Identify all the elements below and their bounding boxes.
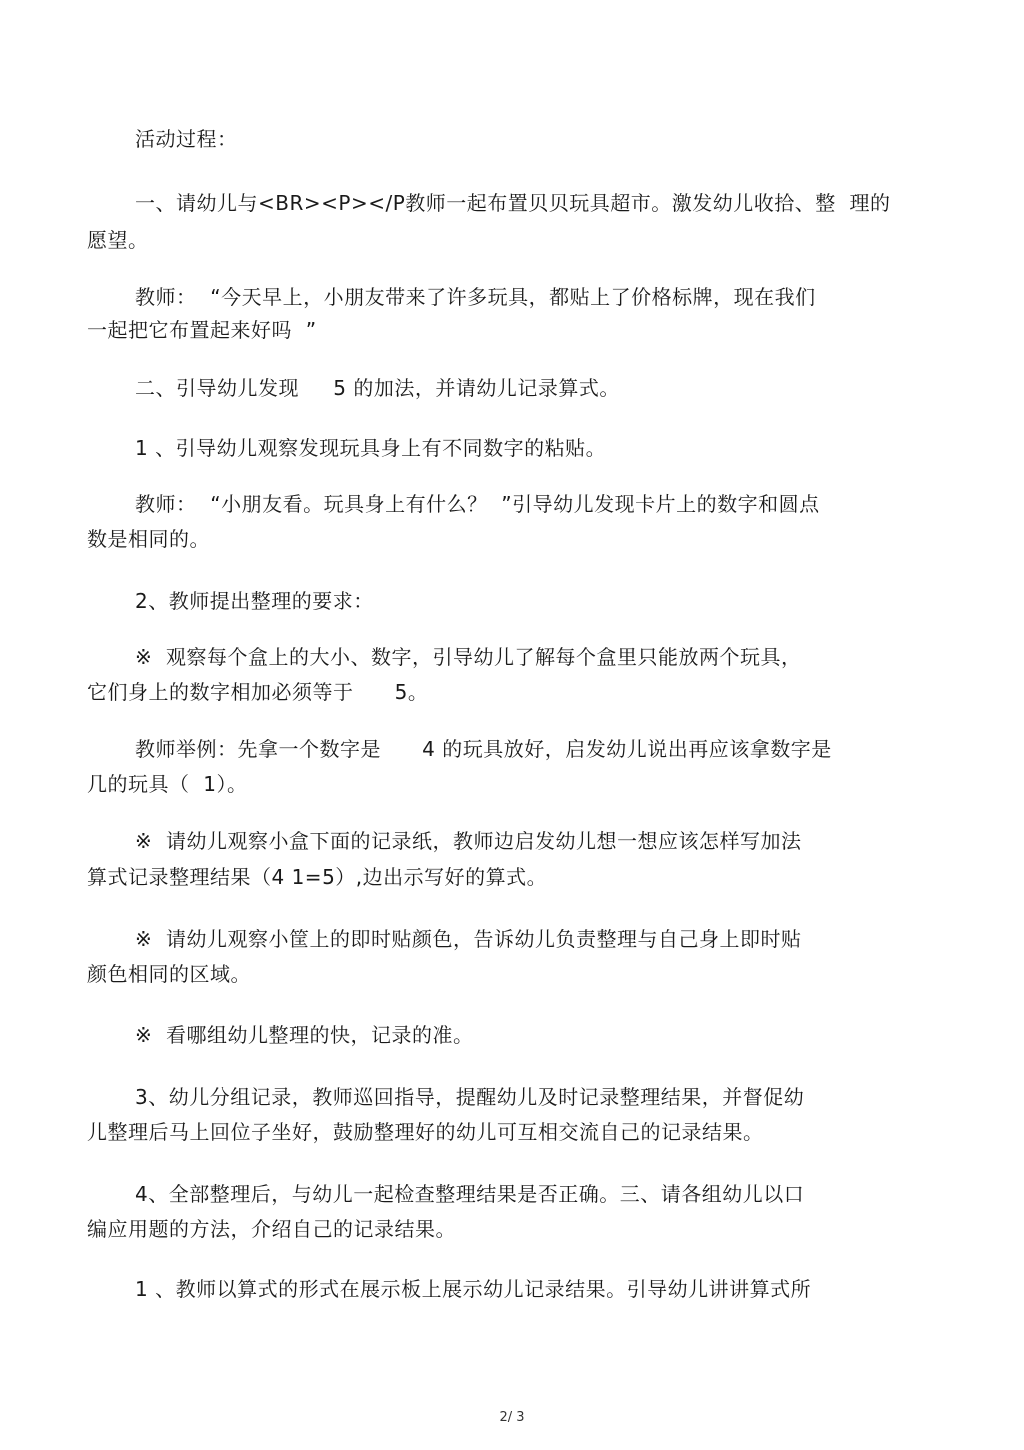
paragraph-line: ※ 请幼儿观察小筐上的即时贴颜色，告诉幼儿负责整理与自己身上即时贴	[135, 927, 802, 951]
paragraph-line: 4、全部整理后，与幼儿一起检查整理结果是否正确。三、请各组幼儿以口	[135, 1182, 805, 1206]
paragraph-line: 数是相同的。	[87, 527, 210, 551]
paragraph-line: 颜色相同的区域。	[87, 962, 251, 986]
section-heading: 活动过程：	[135, 127, 238, 151]
paragraph-line: 1 、教师以算式的形式在展示板上展示幼儿记录结果。引导幼儿讲讲算式所	[135, 1277, 812, 1301]
paragraph-line: 愿望。	[87, 228, 149, 252]
paragraph-line: 教师举例：先拿一个数字是 4 的玩具放好，启发幼儿说出再应该拿数字是	[135, 737, 832, 761]
paragraph-line: 教师： “今天早上，小朋友带来了许多玩具，都贴上了价格标牌，现在我们	[135, 285, 816, 309]
paragraph-line: 它们身上的数字相加必须等于 5。	[87, 680, 429, 704]
paragraph-line: 儿整理后马上回位子坐好，鼓励整理好的幼儿可互相交流自己的记录结果。	[87, 1120, 764, 1144]
paragraph-line: 2、教师提出整理的要求：	[135, 589, 374, 613]
paragraph-line: 算式记录整理结果（4 1=5）,边出示写好的算式。	[87, 865, 548, 889]
paragraph-line: ※ 请幼儿观察小盒下面的记录纸，教师边启发幼儿想一想应该怎样写加法	[135, 829, 802, 853]
paragraph-line: 几的玩具（ 1）。	[87, 772, 248, 796]
paragraph-line: 教师： “小朋友看。玩具身上有什么？ ”引导幼儿发现卡片上的数字和圆点	[135, 492, 820, 516]
paragraph-line: 一、请幼儿与<BR><P></P教师一起布置贝贝玩具超市。激发幼儿收拾、整 理的	[135, 191, 891, 215]
paragraph-line: 编应用题的方法，介绍自己的记录结果。	[87, 1217, 456, 1241]
paragraph-line: 3、幼儿分组记录，教师巡回指导，提醒幼儿及时记录整理结果，并督促幼	[135, 1085, 805, 1109]
page-number: 2/ 3	[499, 1410, 525, 1425]
paragraph-line: 一起把它布置起来好吗 ”	[87, 318, 317, 342]
paragraph-line: ※ 看哪组幼儿整理的快，记录的准。	[135, 1023, 474, 1047]
paragraph-line: 1 、引导幼儿观察发现玩具身上有不同数字的粘贴。	[135, 436, 607, 460]
paragraph-line: ※ 观察每个盒上的大小、数字，引导幼儿了解每个盒里只能放两个玩具，	[135, 645, 802, 669]
paragraph-line: 二、引导幼儿发现 5 的加法，并请幼儿记录算式。	[135, 376, 620, 400]
